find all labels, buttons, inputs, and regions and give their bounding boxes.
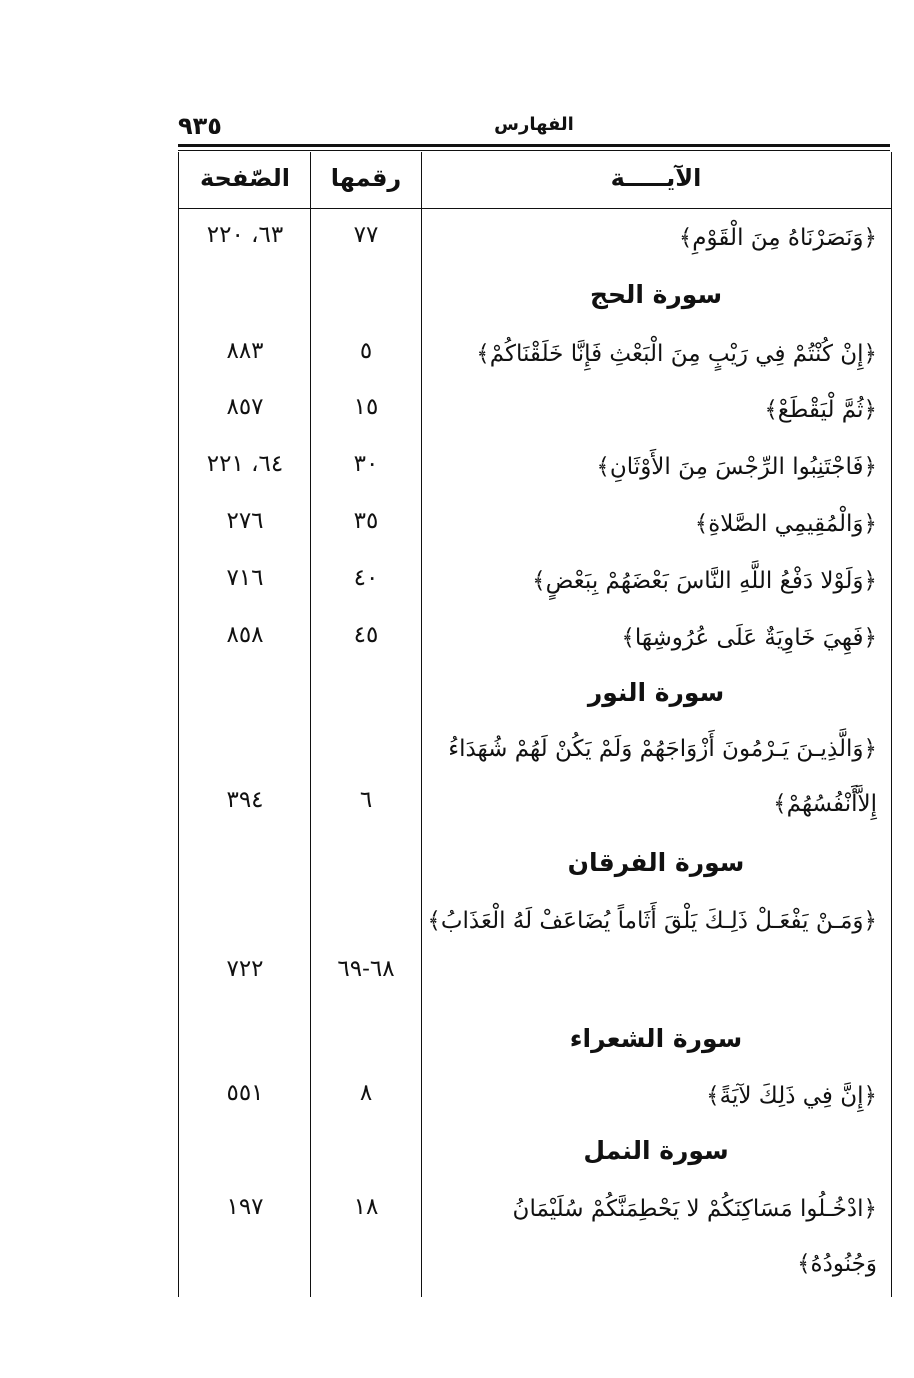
page-reference: ٨٥٧ xyxy=(226,394,264,420)
ayah-text: ﴿وَالْمُقِيمِي الصَّلاةِ﴾ xyxy=(694,511,877,537)
page-reference: ٨٨٣ xyxy=(226,338,264,364)
page-header xyxy=(178,110,890,144)
ayah-number: ٧٧ xyxy=(353,222,379,248)
table-header xyxy=(179,152,891,209)
ayah-text: ﴿فَاجْتَنِبُوا الرِّجْسَ مِنَ الأَوْثَانِ﴾ xyxy=(596,454,877,480)
ayah-number: ١٥ xyxy=(353,394,379,420)
ayah-text: ﴿وَنَصَرْنَاهُ مِنَ الْقَوْمِ﴾ xyxy=(678,225,877,251)
page-reference: ٣٩٤ xyxy=(226,787,264,813)
ayah-number: ٦ xyxy=(359,787,373,813)
ayah-text: ﴿ادْخُـلُوا مَسَاكِنَكُمْ لا يَحْطِمَنَّكُمْ سُلَيْمَانُ وَجُنُودُهُ﴾ xyxy=(512,1196,877,1277)
page-reference: ٥٥١ xyxy=(226,1080,264,1106)
ayah-text: ﴿ثُمَّ لْيَقْطَعْ﴾ xyxy=(764,397,877,423)
ayah-text: ﴿إِنْ كُنْتُمْ فِي رَيْبٍ مِنَ الْبَعْثِ فَإِنَّا خَلَقْنَاكُمْ﴾ xyxy=(476,341,877,367)
surah-heading: سورة النمل xyxy=(583,1136,729,1165)
header-page: الصّفحة xyxy=(199,164,290,192)
index-table xyxy=(178,152,892,1297)
page-reference: ١٩٧ xyxy=(226,1194,264,1220)
ayah-text: ﴿إِنَّ فِي ذَلِكَ لآيَةً﴾ xyxy=(706,1083,877,1109)
ayah-text: ﴿وَالَّذِيـنَ يَـرْمُونَ أَزْوَاجَهُمْ وَلَمْ يَكُنْ لَهُمْ شُهَدَاءُ إِلاَّأَنْفُسُهُمْ﴾ xyxy=(448,736,877,817)
surah-heading: سورة الحج xyxy=(589,280,723,309)
page-number: ٩٣٥ xyxy=(178,112,222,140)
page-reference: ٧١٦ xyxy=(226,565,264,591)
ayah-number: ٣٠ xyxy=(353,451,379,477)
ayah-number: ٤٠ xyxy=(353,565,379,591)
surah-heading: سورة الفرقان xyxy=(567,848,745,877)
page-reference: ٨٥٨ xyxy=(226,622,264,648)
running-title: الفهارس xyxy=(494,114,574,135)
ayah-number: ٤٥ xyxy=(353,622,379,648)
page-reference: ٦٣، ٢٢٠ xyxy=(206,222,284,248)
ayah-number: ١٨ xyxy=(353,1194,379,1220)
page-reference: ٢٧٦ xyxy=(226,508,264,534)
header-number: رقمها xyxy=(330,164,402,192)
ayah-number: ٣٥ xyxy=(353,508,379,534)
column-divider xyxy=(421,152,422,1297)
ayah-number: ٦٨-٦٩ xyxy=(337,956,395,982)
ayah-text: ﴿وَلَوْلا دَفْعُ اللَّهِ النَّاسَ بَعْضَهُمْ بِبَعْضٍ﴾ xyxy=(532,568,877,594)
header-rule xyxy=(178,144,890,147)
page-reference: ٧٢٢ xyxy=(226,956,264,982)
header-ayah: الآيـــــة xyxy=(610,164,702,192)
surah-heading: سورة الشعراء xyxy=(569,1024,743,1053)
ayah-number: ٨ xyxy=(359,1080,373,1106)
surah-heading: سورة النور xyxy=(587,678,725,707)
column-divider xyxy=(310,152,311,1297)
header-rule-thin xyxy=(178,150,890,151)
ayah-number: ٥ xyxy=(359,338,373,364)
page-reference: ٦٤، ٢٢١ xyxy=(206,451,284,477)
ayah-text: ﴿فَهِيَ خَاوِيَةٌ عَلَى عُرُوشِهَا﴾ xyxy=(621,625,877,651)
ayah-text: ﴿وَمَـنْ يَفْعَـلْ ذَلِـكَ يَلْقَ أَثَاماً يُضَاعَفْ لَهُ الْعَذَابُ﴾ xyxy=(427,908,877,934)
